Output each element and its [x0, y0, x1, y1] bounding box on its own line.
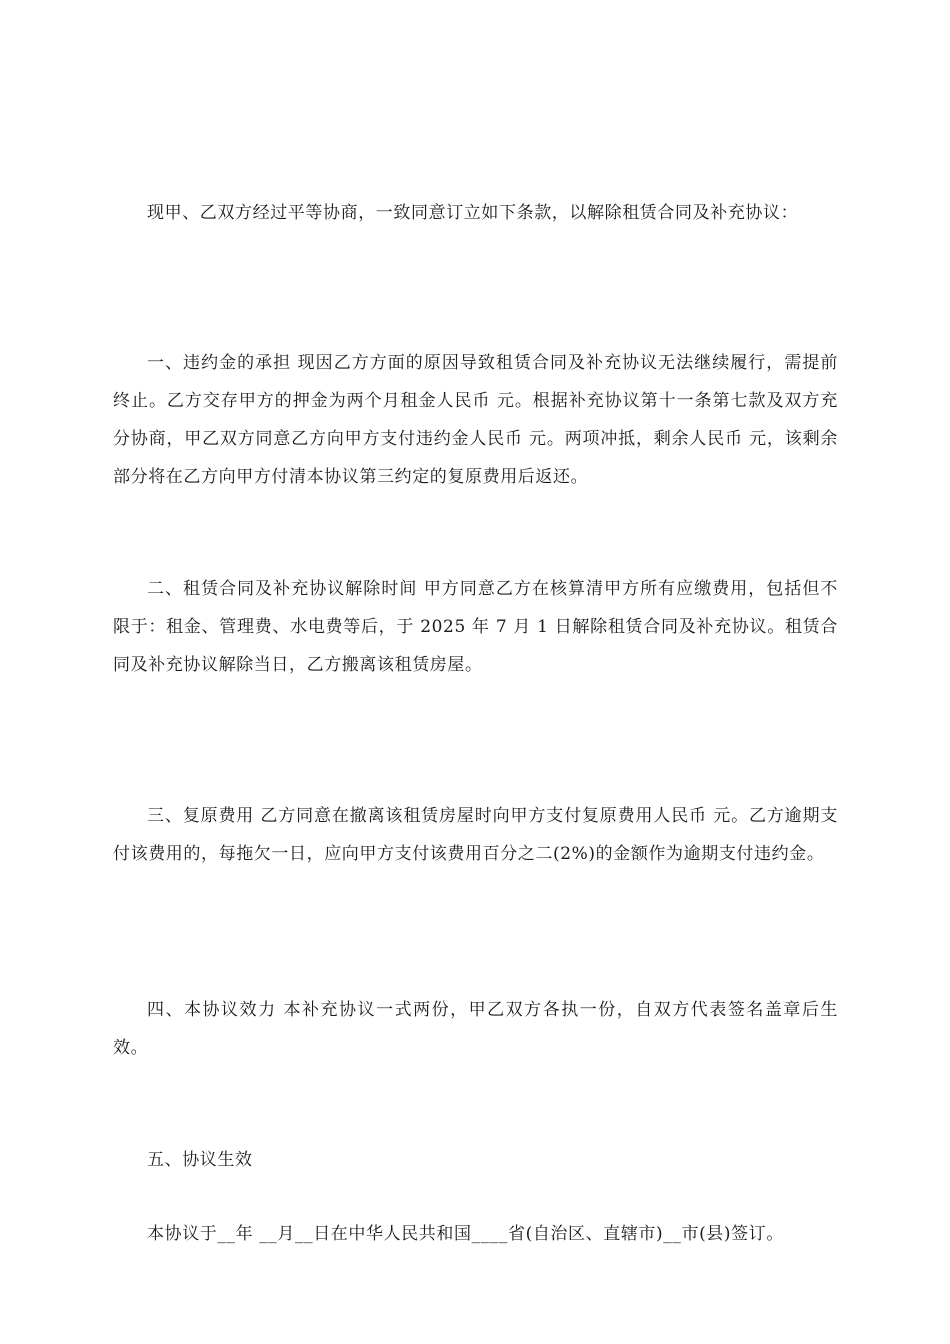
clause-2-termination-date: 二、租赁合同及补充协议解除时间 甲方同意乙方在核算清甲方所有应缴费用，包括但不限于：租金、管理费、水电费等后，于 2025 年 7 月 1 日解除租赁合同及补充协议。租赁合同及补充协议解除当日，乙方搬离该租赁房屋。	[113, 579, 838, 675]
clause-4-validity: 四、本协议效力 本补充协议一式两份，甲乙双方各执一份，自双方代表签名盖章后生效。	[113, 1000, 838, 1058]
clause-5-heading: 五、协议生效	[147, 1150, 253, 1170]
clause-1-penalty: 一、违约金的承担 现因乙方方面的原因导致租赁合同及补充协议无法继续履行，需提前终止。乙方交存甲方的押金为两个月租金人民币 元。根据补充协议第十一条第七款及双方充分协商，甲乙双方同意乙方向甲方支付违约金人民币 元。两项冲抵，剩余人民币 元，该剩余部分将在乙方向甲方付清本协议第三约定的复原费用后返还。	[113, 353, 838, 487]
signing-statement: 本协议于__年 __月__日在中华人民共和国____省(自治区、直辖市)__市(县)签订。	[147, 1224, 784, 1244]
clause-3-restoration-fee: 三、复原费用 乙方同意在撤离该租赁房屋时向甲方支付复原费用人民币 元。乙方逾期支付该费用的，每拖欠一日，应向甲方支付该费用百分之二(2%)的金额作为逾期支付违约金。	[113, 806, 838, 864]
intro-paragraph: 现甲、乙双方经过平等协商，一致同意订立如下条款，以解除租赁合同及补充协议：	[147, 203, 799, 223]
